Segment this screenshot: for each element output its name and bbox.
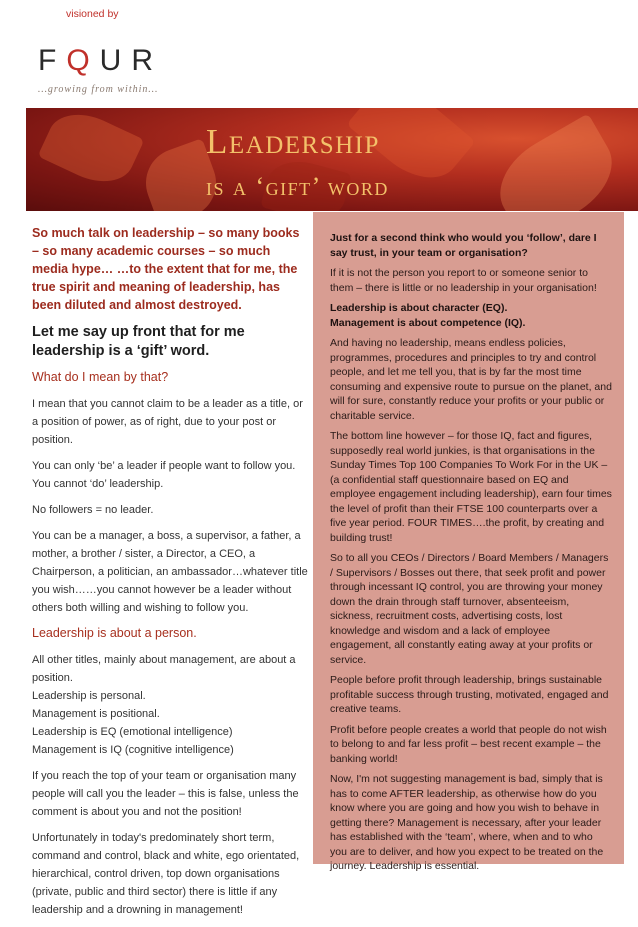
body-paragraph: People before profit through leadership, brings sustainable profitable success through trusting, motivated, engaged and creative teams. (330, 674, 609, 715)
list-line: Management is IQ (cognitive intelligence) (32, 744, 234, 756)
visioned-by: visioned by (66, 8, 119, 20)
character-line: Leadership is about character (EQ). (330, 302, 508, 314)
leaf-shape (38, 108, 145, 194)
tagline: …growing from within… (38, 84, 159, 95)
body-paragraph: And having no leadership, means endless policies, programmes, procedures and principles to try and control people, and let me tell you, that is by far the most time consuming and expensive route to pursue on the planet, and will for sure, constantly reduce your profits or your public or charitable service. (330, 337, 612, 422)
body-paragraph: Profit before people creates a world that people do not wish to belong to and far less profit – best recent example – the banking world! (330, 723, 607, 765)
question-paragraph: Just for a second think who would you ‘follow’, dare I say trust, in your team or organisation? (330, 232, 597, 259)
leaf-shape (484, 113, 628, 211)
body-paragraph: If it is not the person you report to or someone senior to them – there is little or no leadership in your organisation! (330, 267, 597, 294)
logo-q: Q (66, 44, 100, 77)
logo-f: F (38, 44, 67, 77)
logo-ur: UR (99, 44, 164, 77)
character-competence (330, 301, 612, 330)
list-line: Management is positional. (32, 708, 160, 720)
list-line: Leadership is EQ (emotional intelligence) (32, 726, 233, 738)
subheading-about-a-person: Leadership is about a person. (32, 626, 197, 640)
page-title: Leadership (206, 122, 380, 161)
four-logo (38, 44, 163, 78)
body-paragraph: You can be a manager, a boss, a supervisor, a father, a mother, a brother / sister, a Director, a CEO, a Chairperson, a politician, an ambassador…whatever title you wish……you cannot however be a leader without others both willing and wishing to follow you. (32, 530, 308, 614)
right-column (330, 231, 612, 880)
competence-line: Management is about competence (IQ). (330, 316, 526, 329)
subheading-what-do-i-mean: What do I mean by that? (32, 370, 169, 384)
list-line: All other titles, mainly about management, are about a position. (32, 654, 296, 684)
page-subtitle: is a ‘gift’ word (206, 172, 389, 201)
intro-paragraph: So much talk on leadership – so many books – so many academic courses – so much media hype… …to the extent that for me, the true spirit and meaning of leadership, has been diluted and almost destroyed. (32, 226, 300, 312)
body-paragraph: If you reach the top of your team or organisation many people will call you the leader – this is false, unless the comment is about you and not the position! (32, 770, 299, 818)
body-paragraph: You can only ‘be’ a leader if people want to follow you. You cannot ‘do’ leadership. (32, 460, 296, 490)
body-paragraph: I mean that you cannot claim to be a leader as a title, or a position of power, as of right, due to your post or position. (32, 398, 303, 446)
list-line: Leadership is personal. (32, 690, 146, 702)
lead-statement: Let me say up front that for me leadership is a ‘gift’ word. (32, 324, 245, 359)
body-paragraph: So to all you CEOs / Directors / Board Members / Managers / Supervisors / Bosses out there, that seek profit and power through incessant IQ control, you are throwing your money down the drain through staff turnover, absenteeism, sickness, recruitment costs, advertising costs, lost knowledge and wisdom and a lack of employee engagement, all constantly eating away at your profits or service. (330, 552, 609, 666)
left-column (32, 224, 308, 927)
body-paragraph-list (32, 651, 308, 759)
body-paragraph: Now, I'm not suggesting management is bad, simply that is has to come AFTER leadership, as otherwise how do you know where you are going and how you wish to behave in getting there? Management is necessary, after your leader has established with the ‘team’, where, when and to who you are to deliver, and how you expect to be treated on the journey. Leadership is essential. (330, 773, 604, 872)
body-paragraph: The bottom line however – for those IQ, fact and figures, supposedly real world junkies, is that organisations in the Sunday Times Top 100 Companies To Work For in the UK – (a confidential staff questionnaire based on EQ and employee engagement including leadership), earn four times the level of profit than their FTSE 100 counterparts over a five year period. FOUR TIMES….the profit, by creating and building trust! (330, 430, 612, 544)
body-paragraph: Unfortunately in today's predominately short term, command and control, black and white, ego orientated, hierarchical, control driven, top down organisations (private, public and third sector) there is little if any leadership and a drowning in management! (32, 832, 300, 916)
body-paragraph: No followers = no leader. (32, 504, 154, 516)
